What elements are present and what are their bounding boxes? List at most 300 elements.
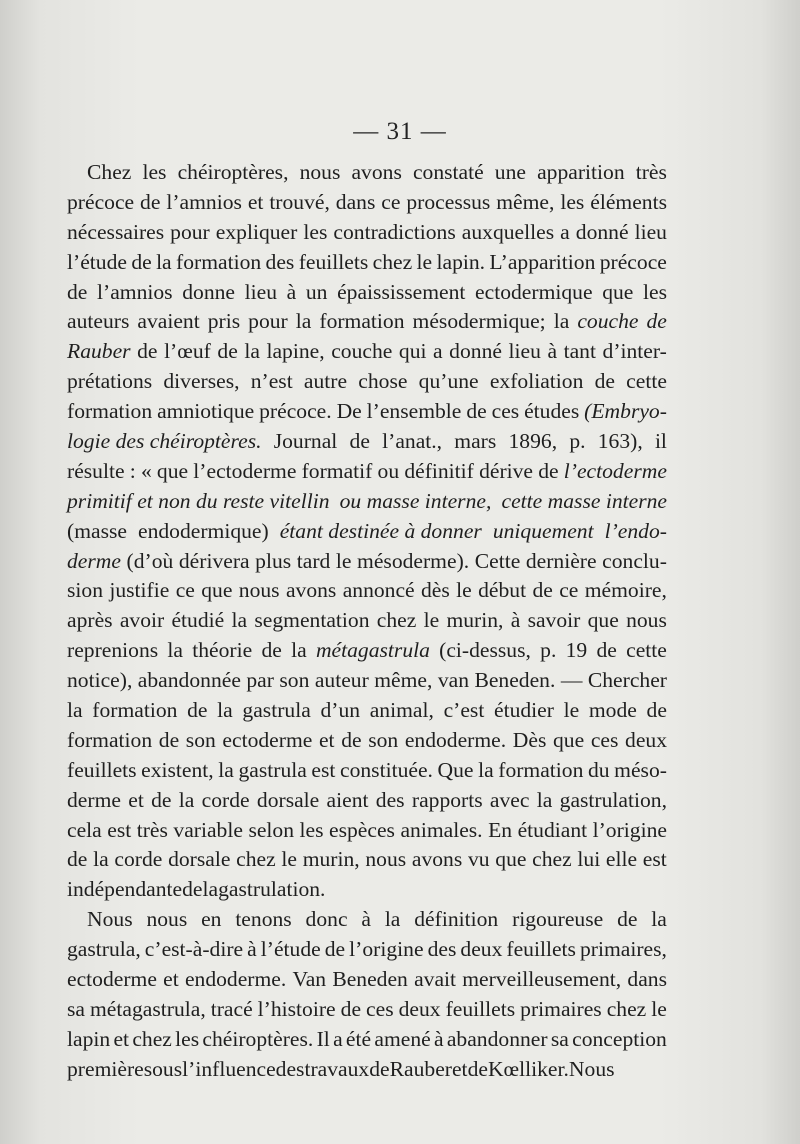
word: a — [333, 1026, 343, 1051]
word: L’apparition — [489, 249, 596, 274]
word: variable — [173, 817, 243, 842]
word: sion — [67, 578, 103, 603]
word: de — [182, 877, 203, 902]
word: cette — [626, 369, 667, 394]
word: gastrula — [242, 698, 311, 723]
word: lapin. — [436, 249, 486, 274]
word: feuillets — [506, 937, 576, 962]
word: à — [510, 608, 521, 633]
text-line — [67, 965, 667, 995]
text-line — [67, 337, 667, 367]
word: ectodermique — [475, 279, 593, 304]
body-text — [67, 158, 667, 1085]
word: processus — [406, 189, 491, 214]
text-line — [67, 666, 667, 696]
word: étudiant — [517, 817, 588, 842]
word: dans — [335, 189, 376, 214]
word: est — [642, 847, 667, 872]
paragraph — [67, 905, 667, 1084]
word: que — [553, 727, 585, 752]
word: à — [247, 937, 257, 962]
word: les — [299, 817, 324, 842]
word: à — [361, 907, 371, 932]
word: la — [244, 339, 260, 364]
text-line — [67, 487, 667, 517]
word: son — [279, 668, 310, 693]
word: chose — [358, 369, 408, 394]
word: corde — [201, 787, 250, 812]
italic-word: couche — [577, 309, 639, 334]
word: que — [495, 847, 527, 872]
word: mémoire, — [584, 578, 667, 603]
word: chez — [132, 1026, 172, 1051]
text-line — [67, 517, 667, 547]
word: donc — [305, 907, 348, 932]
word: avait — [414, 967, 457, 992]
word: qui — [398, 339, 427, 364]
word: chez — [372, 249, 413, 274]
text-line — [67, 905, 667, 935]
word: avec — [489, 787, 530, 812]
word: que — [587, 608, 619, 633]
word: les — [142, 160, 167, 184]
word: cette — [626, 638, 667, 663]
word: à — [433, 1026, 444, 1051]
word: de — [67, 847, 88, 872]
word: rapports — [411, 787, 483, 812]
word: existent, — [141, 757, 214, 782]
word: ces — [366, 996, 394, 1021]
italic-word: de — [646, 309, 667, 334]
word: chéiroptères, — [177, 160, 289, 184]
word: avons — [285, 578, 337, 603]
word: dorsale — [168, 847, 231, 872]
word: la — [218, 757, 234, 782]
text-line — [67, 427, 667, 457]
word: définitif — [404, 458, 474, 483]
text-line — [67, 756, 667, 786]
word: le — [281, 847, 297, 872]
word: lieu — [634, 219, 667, 244]
word: le — [651, 996, 667, 1021]
word: deux — [625, 727, 667, 752]
text-line — [67, 1055, 667, 1085]
word: van — [437, 668, 469, 693]
word: conclu- — [602, 548, 667, 573]
word: par — [246, 668, 274, 693]
word: tenons — [235, 907, 292, 932]
word: éléments — [590, 189, 667, 214]
word: la — [651, 907, 667, 932]
word: nous — [626, 608, 667, 633]
text-line — [67, 248, 667, 278]
word: pris — [207, 309, 241, 334]
word: de — [596, 638, 617, 663]
word: l’influence — [182, 1056, 276, 1081]
word: et — [318, 727, 335, 752]
word: de — [137, 339, 158, 364]
word: ces — [590, 727, 619, 752]
word: un — [305, 279, 328, 304]
word: lieu — [244, 279, 278, 304]
word: les — [303, 219, 328, 244]
word: savoir — [527, 608, 581, 633]
word: de — [261, 638, 282, 663]
word: nécessaires — [67, 219, 165, 244]
word: dernière — [525, 548, 597, 573]
word: feuillets — [445, 996, 516, 1021]
word: Journal — [273, 429, 338, 454]
word: murin, — [302, 847, 360, 872]
word: primaires, — [580, 937, 667, 962]
italic-word: l’ectoderme — [563, 458, 667, 483]
word: première — [67, 1056, 144, 1081]
word: et — [113, 1026, 130, 1051]
word: exfoliation — [489, 369, 584, 394]
word: a — [433, 339, 443, 364]
word: du — [587, 757, 610, 782]
word: reprenions — [67, 638, 159, 663]
word: même, — [496, 189, 555, 214]
word: ces — [491, 399, 520, 424]
word: 19 — [565, 638, 588, 663]
word: après — [67, 608, 113, 633]
word: de — [594, 369, 615, 394]
word: endoderme. — [184, 967, 287, 992]
word: auteurs — [67, 309, 130, 334]
word: gastrulation. — [218, 877, 326, 902]
word: de — [538, 458, 559, 483]
page-number: — 31 — — [353, 118, 447, 145]
word: l’ectoderme — [193, 458, 297, 483]
word: l’origine — [349, 937, 424, 962]
text-line — [67, 875, 667, 905]
word: des — [427, 937, 457, 962]
word: la — [384, 907, 401, 932]
word: contradictions — [333, 219, 456, 244]
word: plus — [255, 548, 292, 573]
word: qu’une — [418, 369, 479, 394]
text-line — [67, 158, 667, 188]
word: l’histoire — [257, 996, 336, 1021]
word: donne — [182, 279, 235, 304]
word: ce — [381, 189, 401, 214]
word: auteur — [314, 668, 369, 693]
word: (masse — [67, 518, 127, 543]
word: tracé — [210, 996, 253, 1021]
word: de — [324, 937, 346, 962]
word: la — [217, 698, 233, 723]
word: et — [163, 967, 179, 992]
word: sa — [550, 1026, 569, 1051]
word: tant — [563, 339, 596, 364]
word: résulte — [67, 458, 125, 483]
word: la — [67, 698, 83, 723]
word: précoce. — [259, 399, 332, 424]
word: deux — [460, 937, 503, 962]
word: été — [345, 1026, 372, 1051]
word: « — [140, 458, 152, 483]
word: elle — [605, 847, 638, 872]
word: précoce — [599, 249, 667, 274]
word: son — [185, 727, 216, 752]
italic-word: primitif et non du reste vitellin — [67, 488, 330, 513]
word: 1896, — [508, 429, 558, 454]
text-line — [67, 606, 667, 636]
word: 163), — [597, 429, 643, 454]
word: une — [494, 160, 526, 184]
word: murin, — [446, 608, 504, 633]
italic-word: cette masse interne — [501, 488, 667, 513]
word: ce — [559, 578, 579, 603]
word: nous — [146, 907, 188, 932]
word: formation — [498, 757, 584, 782]
word: et — [451, 1056, 468, 1081]
italic-word: métagastrula — [315, 638, 430, 663]
word: nous — [299, 160, 341, 184]
word: de — [158, 727, 180, 752]
word: c’est — [443, 698, 485, 723]
word: très — [635, 160, 667, 184]
word: l’œuf — [164, 339, 211, 364]
text-line — [67, 367, 667, 397]
word: le — [335, 548, 352, 573]
word: dès — [421, 578, 450, 603]
word: méso- — [614, 757, 667, 782]
word: des — [265, 249, 295, 274]
word: formation — [92, 698, 178, 723]
word: à — [286, 279, 297, 304]
word: de — [67, 279, 88, 304]
word: et — [128, 787, 144, 812]
text-line — [67, 1025, 667, 1055]
italic-word: ou masse interne, — [339, 488, 492, 513]
word: de — [140, 189, 161, 214]
word: travaux — [304, 1056, 370, 1081]
word: espèces — [329, 817, 395, 842]
word: le — [563, 698, 580, 723]
word: Nous — [87, 907, 133, 932]
word: épaississement — [337, 279, 466, 304]
word: rigoureuse — [512, 907, 604, 932]
word: gastrula — [238, 757, 307, 782]
word: la — [553, 309, 570, 334]
word: l’origine — [592, 817, 667, 842]
text-line — [67, 307, 667, 337]
word: de — [131, 249, 152, 274]
word: la — [295, 309, 312, 334]
italic-word: l’endo- — [604, 518, 667, 543]
word: : — [129, 458, 136, 483]
word: de — [187, 698, 208, 723]
word: n’est — [250, 369, 293, 394]
word: d’un — [320, 698, 361, 723]
word: donné — [449, 339, 502, 364]
word: de — [341, 727, 362, 752]
word: le — [416, 249, 433, 274]
word: amené — [374, 1026, 431, 1051]
word: prétations — [67, 369, 153, 394]
word: corde — [114, 847, 163, 872]
text-line — [67, 547, 667, 577]
italic-word: (Embryo- — [584, 399, 667, 424]
word: animales. — [400, 817, 483, 842]
word: même, — [374, 668, 433, 693]
word: mode — [588, 698, 637, 723]
word: lapin — [67, 1026, 111, 1051]
word: la — [156, 249, 172, 274]
word: que — [201, 578, 233, 603]
word: Van — [292, 967, 327, 992]
word: précoce — [67, 189, 135, 214]
word: segmentation — [254, 608, 370, 633]
word: diverses, — [163, 369, 240, 394]
word: vu — [467, 847, 490, 872]
word: l’étude — [260, 937, 321, 962]
word: formatif — [301, 458, 373, 483]
word: de — [340, 996, 362, 1021]
text-line — [67, 816, 667, 846]
word: (ci-dessus, — [439, 638, 531, 663]
word: dans — [627, 967, 667, 992]
text-line — [67, 845, 667, 875]
word: étudier — [494, 698, 554, 723]
word: tard — [296, 548, 331, 573]
word: abandonnée — [137, 668, 241, 693]
word: constaté — [412, 160, 484, 184]
word: annoncé — [342, 578, 415, 603]
word: de — [151, 787, 172, 812]
word: formation — [67, 399, 153, 424]
word: la — [536, 787, 553, 812]
word: aient — [326, 787, 369, 812]
text-line — [67, 726, 667, 756]
word: lapine, — [266, 339, 325, 364]
word: lui — [577, 847, 601, 872]
word: feuillets — [298, 249, 369, 274]
word: lieu — [508, 339, 541, 364]
text-line — [67, 397, 667, 427]
word: avoir — [119, 608, 165, 633]
word: la — [178, 787, 195, 812]
word: En — [488, 817, 513, 842]
word: nous — [365, 847, 407, 872]
word: l’anat., — [382, 429, 443, 454]
word: de — [349, 429, 370, 454]
word: Il — [316, 1026, 330, 1051]
word: nous — [238, 578, 280, 603]
word: apparition — [537, 160, 625, 184]
word: ectoderme — [67, 967, 157, 992]
word: à — [547, 339, 558, 364]
word: très — [136, 817, 168, 842]
word: p. — [540, 638, 557, 663]
text-line — [67, 218, 667, 248]
word: l’ensemble — [366, 399, 462, 424]
word: p. — [569, 429, 586, 454]
text-line — [67, 188, 667, 218]
word: Chez — [87, 160, 132, 184]
word: avons — [411, 847, 463, 872]
word: Chercher — [587, 668, 667, 693]
word: c’est-à-dire — [144, 937, 244, 962]
word: début — [478, 578, 527, 603]
word: le — [456, 578, 472, 603]
word: est — [311, 757, 336, 782]
word: Rauber — [389, 1056, 452, 1081]
word: de — [466, 399, 487, 424]
word: couche — [331, 339, 393, 364]
word: donné — [575, 219, 629, 244]
italic-word: uniquement — [492, 518, 594, 543]
word: que — [602, 279, 634, 304]
word: avaient — [137, 309, 200, 334]
word: que — [156, 458, 189, 483]
word: animal, — [369, 698, 434, 723]
word: expliquer — [215, 219, 298, 244]
word: de — [532, 578, 553, 603]
word: abandonner — [446, 1026, 548, 1051]
word: feuillets — [67, 757, 137, 782]
paragraph — [67, 158, 667, 905]
word: de — [369, 1056, 390, 1081]
word: a — [560, 219, 570, 244]
text-line — [67, 995, 667, 1025]
italic-word: Rauber — [67, 339, 131, 364]
word: sous — [143, 1056, 183, 1081]
word: deux — [398, 996, 441, 1021]
word: notice), — [67, 668, 133, 693]
word: mésodermique; — [412, 309, 546, 334]
word: il — [654, 429, 667, 454]
word: dérivera — [178, 548, 250, 573]
word: Beneden. — [474, 668, 556, 693]
word: pour — [248, 309, 288, 334]
word: ectoderme — [222, 727, 313, 752]
word: formation — [319, 309, 405, 334]
word: (d’où — [126, 548, 174, 573]
word: théorie — [192, 638, 253, 663]
word: définition — [414, 907, 499, 932]
word: gastrulation, — [559, 787, 667, 812]
word: auxquelles — [461, 219, 555, 244]
word: les — [643, 279, 667, 304]
word: justifie — [109, 578, 170, 603]
word: des — [375, 787, 405, 812]
word: dérive — [479, 458, 534, 483]
text-line — [67, 636, 667, 666]
word: d’inter- — [602, 339, 667, 364]
text-line — [67, 576, 667, 606]
word: conception — [572, 1026, 667, 1051]
word: ce — [175, 578, 195, 603]
word: chéiroptères. — [202, 1026, 314, 1051]
word: et — [247, 189, 264, 214]
word: métagastrula, — [90, 996, 206, 1021]
word: de — [467, 1056, 488, 1081]
word: merveilleusement, — [462, 967, 622, 992]
word: l’amnios — [166, 189, 242, 214]
word: son — [368, 727, 399, 752]
word: Que — [437, 757, 474, 782]
word: de — [217, 339, 238, 364]
word: — — [560, 668, 583, 693]
word: autre — [303, 369, 348, 394]
word: les — [175, 1026, 200, 1051]
word: dorsale — [256, 787, 320, 812]
text-line — [67, 786, 667, 816]
italic-word: étant destinée à donner — [279, 518, 482, 543]
